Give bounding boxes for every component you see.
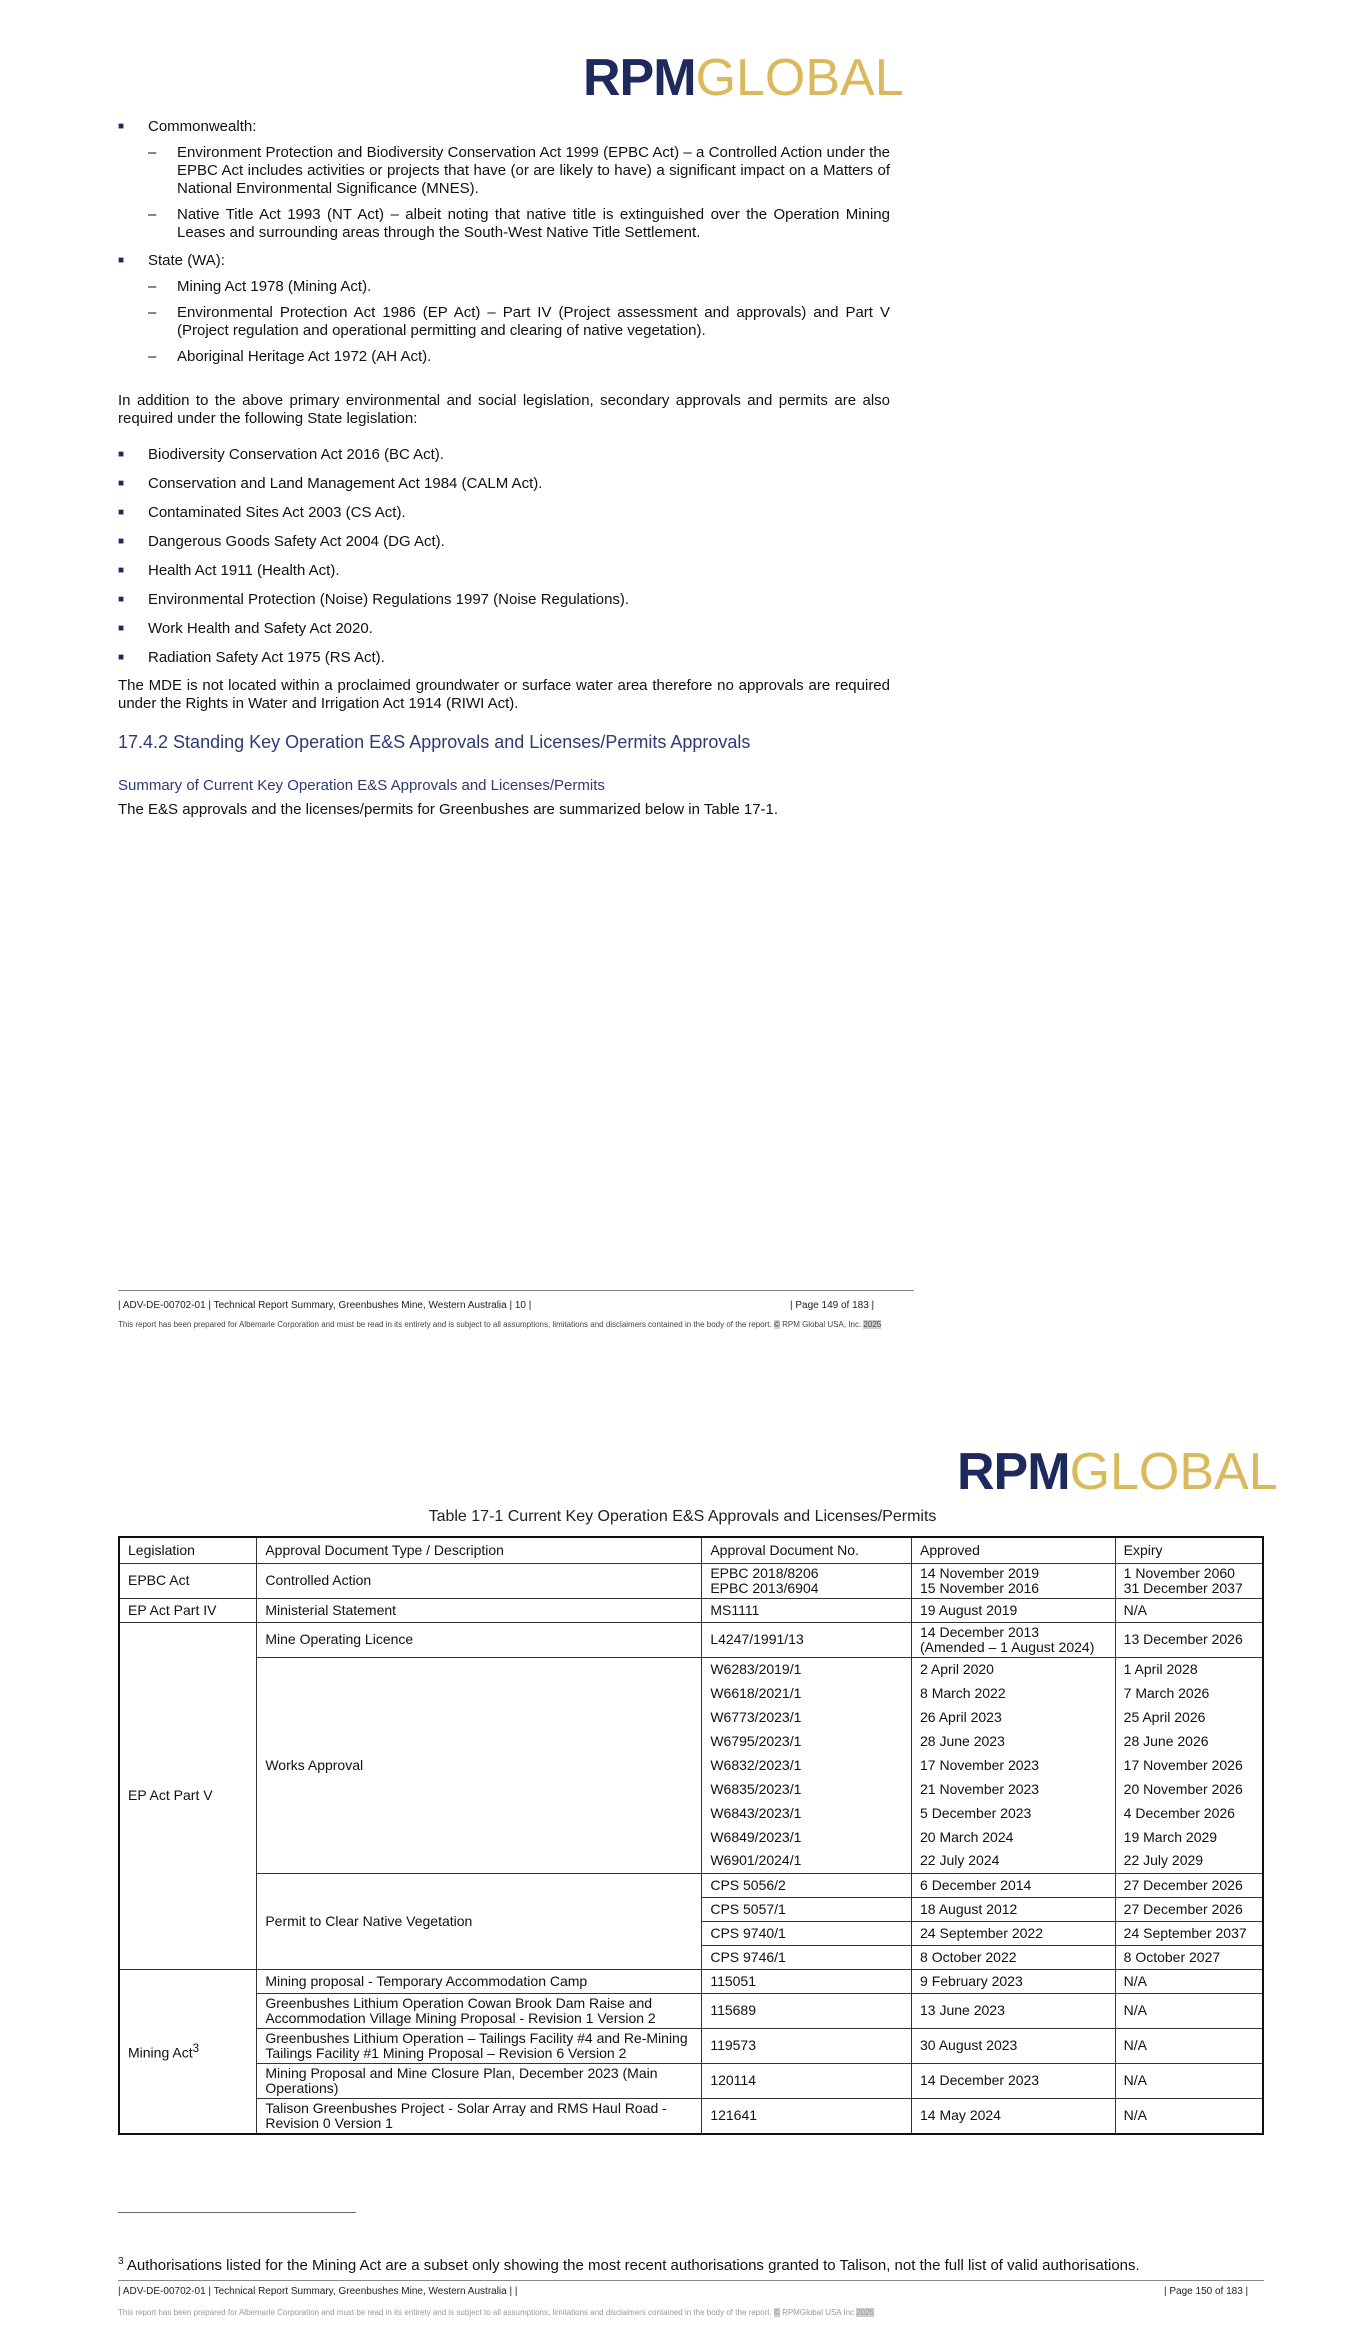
list-item: ■ Health Act 1911 (Health Act). — [118, 562, 340, 579]
cell-approved: 14 November 2019 15 November 2016 — [912, 1563, 1116, 1598]
table-row — [119, 2098, 1263, 2134]
cell-legislation: Mining Act$^3$ — [119, 1969, 257, 2134]
cell-expiry: N/A — [1115, 2098, 1263, 2134]
header-legislation: Legislation — [119, 1537, 257, 1563]
cell-expiry: 22 July 2029 — [1115, 1849, 1263, 1873]
cell-approved: 14 May 2024 — [912, 2098, 1116, 2134]
square-bullet-icon: ■ — [118, 565, 125, 576]
square-bullet-icon: ■ — [118, 449, 125, 460]
cell-expiry: N/A — [1115, 1969, 1263, 1993]
sub-item: – Native Title Act 1993 (NT Act) – albeit noting that native title is extinguished over the Operation Mining Leases and surrounding areas through the South-West Native Title Settlement. — [148, 206, 890, 241]
cell-doc-no: CPS 9740/1 — [702, 1921, 912, 1945]
square-bullet-icon: ■ — [118, 536, 125, 547]
cell-approved: 14 December 2023 — [912, 2063, 1116, 2098]
cell-doc-no: W6843/2023/1 — [702, 1801, 912, 1825]
cell-type: Controlled Action — [257, 1563, 702, 1598]
dash-icon: – — [148, 206, 157, 223]
list-item: ■ Conservation and Land Management Act 1984 (CALM Act). — [118, 475, 543, 492]
cell-approved: 28 June 2023 — [912, 1729, 1116, 1753]
cell-approved: 5 December 2023 — [912, 1801, 1116, 1825]
list-item: ■ Dangerous Goods Safety Act 2004 (DG Act). — [118, 533, 445, 550]
paragraph-secondary-approvals: In addition to the above primary environmental and social legislation, secondary approvals and permits are also required under the following State legislation: — [118, 392, 890, 427]
sub-item: – Aboriginal Heritage Act 1972 (AH Act). — [148, 348, 432, 365]
cell-type: Mining Proposal and Mine Closure Plan, December 2023 (Main Operations) — [257, 2063, 702, 2098]
subsection-heading: Summary of Current Key Operation E&S Approvals and Licenses/Permits — [118, 777, 605, 794]
cell-doc-no: 115051 — [702, 1969, 912, 1993]
cell-type: Greenbushes Lithium Operation Cowan Brook Dam Raise and Accommodation Village Mining Proposal - Revision 1 Version 2 — [257, 1993, 702, 2028]
cell-doc-no: 120114 — [702, 2063, 912, 2098]
table-row — [119, 1598, 1263, 1622]
cell-approved: 8 October 2022 — [912, 1945, 1116, 1969]
page1-body — [118, 118, 890, 819]
sub-item: – Environment Protection and Biodiversity Conservation Act 1999 (EPBC Act) – a Controlled Action under the EPBC Act includes activities or projects that have (or are likely to have) a significant impact on a Matters of National Environmental Significance (MNES). — [148, 144, 890, 197]
square-bullet-icon: ■ — [118, 507, 125, 518]
cell-expiry: 1 November 2060 31 December 2037 — [1115, 1563, 1263, 1598]
footer-page-number: | Page 150 of 183 | — [1164, 2286, 1249, 2297]
cell-approved: 8 March 2022 — [912, 1681, 1116, 1705]
dash-icon: – — [148, 348, 157, 365]
footer-divider — [118, 2280, 1264, 2281]
footnote: $^3$ Authorisations listed for the Mining Act are a subset only showing the most recent authorisations granted to Talison, not the full list of valid authorisations. — [118, 2256, 1140, 2274]
sub-item: – Environmental Protection Act 1986 (EP Act) – Part IV (Project assessment and approvals) and Part V (Project regulation and operational permitting and clearing of native vegetation). — [148, 304, 890, 339]
footer-left: | ADV-DE-00702-01 | Technical Report Summary, Greenbushes Mine, Western Australia | | — [118, 2286, 518, 2297]
square-bullet-icon: ■ — [118, 121, 125, 132]
list-item: ■ Contaminated Sites Act 2003 (CS Act). — [118, 504, 406, 521]
cell-doc-no: W6849/2023/1 — [702, 1825, 912, 1849]
list-item: ■ Work Health and Safety Act 2020. — [118, 620, 373, 637]
square-bullet-icon: ■ — [118, 652, 125, 663]
cell-type: Ministerial Statement — [257, 1598, 702, 1622]
cell-expiry: 28 June 2026 — [1115, 1729, 1263, 1753]
cell-doc-no: 121641 — [702, 2098, 912, 2134]
footer-left: | ADV-DE-00702-01 | Technical Report Summary, Greenbushes Mine, Western Australia | 10 | — [118, 1300, 532, 1311]
table-row — [119, 2063, 1263, 2098]
cell-expiry: 1 April 2028 — [1115, 1657, 1263, 1681]
cell-expiry: 17 November 2026 — [1115, 1753, 1263, 1777]
header-type: Approval Document Type / Description — [257, 1537, 702, 1563]
table-title: Table 17-1 Current Key Operation E&S Approvals and Licenses/Permits — [428, 1508, 937, 1525]
cell-expiry: N/A — [1115, 2028, 1263, 2063]
cell-approved: 13 June 2023 — [912, 1993, 1116, 2028]
cell-approved: 24 September 2022 — [912, 1921, 1116, 1945]
cell-expiry: 27 December 2026 — [1115, 1873, 1263, 1897]
table-row — [119, 1657, 1263, 1681]
cell-expiry: 8 October 2027 — [1115, 1945, 1263, 1969]
cell-legislation: EP Act Part V — [119, 1622, 257, 1969]
list-item: ■ Biodiversity Conservation Act 2016 (BC Act). — [118, 446, 444, 463]
cell-doc-no: 115689 — [702, 1993, 912, 2028]
cell-expiry: N/A — [1115, 1598, 1263, 1622]
cell-approved: 6 December 2014 — [912, 1873, 1116, 1897]
cell-approved: 30 August 2023 — [912, 2028, 1116, 2063]
cell-doc-no: MS1111 — [702, 1598, 912, 1622]
table-row — [119, 1622, 1263, 1657]
dash-icon: – — [148, 304, 157, 321]
cell-expiry: 4 December 2026 — [1115, 1801, 1263, 1825]
dash-icon: – — [148, 144, 157, 161]
cell-type: Mining proposal - Temporary Accommodation Camp — [257, 1969, 702, 1993]
cell-approved: 26 April 2023 — [912, 1705, 1116, 1729]
cell-doc-no: W6773/2023/1 — [702, 1705, 912, 1729]
cell-doc-no: W6283/2019/1 — [702, 1657, 912, 1681]
approvals-table — [118, 1536, 1264, 2135]
footer-disclaimer: This report has been prepared for Albemarle Corporation and must be read in its entirety and is subject to all assumptions, limitations and disclaimers contained in the body of the report. © RPMGlobal USA Inc 2025 — [118, 2308, 875, 2317]
cell-approved: 2 April 2020 — [912, 1657, 1116, 1681]
bullet-state-wa: ■ State (WA): — [118, 252, 225, 269]
table-header-row — [119, 1537, 1263, 1563]
cell-approved: 20 March 2024 — [912, 1825, 1116, 1849]
cell-doc-no: EPBC 2018/8206 EPBC 2013/6904 — [702, 1563, 912, 1598]
cell-legislation: EPBC Act — [119, 1563, 257, 1598]
footer-divider — [118, 1290, 914, 1291]
cell-expiry: 24 September 2037 — [1115, 1921, 1263, 1945]
footer-page-number: | Page 149 of 183 | — [790, 1300, 875, 1311]
cell-doc-no: 119573 — [702, 2028, 912, 2063]
header-expiry: Expiry — [1115, 1537, 1263, 1563]
cell-doc-no: W6618/2021/1 — [702, 1681, 912, 1705]
cell-expiry: N/A — [1115, 2063, 1263, 2098]
rpmglobal-logo: RPMGLOBAL — [957, 1443, 1278, 1501]
cell-doc-no: W6901/2024/1 — [702, 1849, 912, 1873]
cell-expiry: 7 March 2026 — [1115, 1681, 1263, 1705]
cell-type: Talison Greenbushes Project - Solar Array and RMS Haul Road - Revision 0 Version 1 — [257, 2098, 702, 2134]
cell-approved: 19 August 2019 — [912, 1598, 1116, 1622]
table-row — [119, 2028, 1263, 2063]
cell-approved: 9 February 2023 — [912, 1969, 1116, 1993]
section-heading-17-4-2: 17.4.2 Standing Key Operation E&S Approvals and Licenses/Permits Approvals — [118, 732, 751, 752]
square-bullet-icon: ■ — [118, 255, 125, 266]
cell-expiry: 27 December 2026 — [1115, 1897, 1263, 1921]
cell-doc-no: W6835/2023/1 — [702, 1777, 912, 1801]
paragraph-table-ref: The E&S approvals and the licenses/permits for Greenbushes are summarized below in Table 17-1. — [118, 801, 779, 818]
cell-approved: 21 November 2023 — [912, 1777, 1116, 1801]
cell-doc-no: CPS 9746/1 — [702, 1945, 912, 1969]
footer-disclaimer: This report has been prepared for Albemarle Corporation and must be read in its entirety and is subject to all assumptions, limitations and disclaimers contained in the body of the report. © RPM Global USA, Inc. 2025 — [118, 1320, 882, 1329]
cell-doc-no: L4247/1991/13 — [702, 1622, 912, 1657]
cell-type: Mine Operating Licence — [257, 1622, 702, 1657]
cell-type: Works Approval — [257, 1657, 702, 1873]
table-row — [119, 1873, 1263, 1897]
cell-expiry: N/A — [1115, 1993, 1263, 2028]
table-row — [119, 1969, 1263, 1993]
cell-expiry: 13 December 2026 — [1115, 1622, 1263, 1657]
list-item: ■ Radiation Safety Act 1975 (RS Act). — [118, 649, 385, 666]
cell-legislation: EP Act Part IV — [119, 1598, 257, 1622]
cell-approved: 18 August 2012 — [912, 1897, 1116, 1921]
square-bullet-icon: ■ — [118, 594, 125, 605]
cell-expiry: 19 March 2029 — [1115, 1825, 1263, 1849]
footnote-divider — [118, 2212, 356, 2213]
square-bullet-icon: ■ — [118, 623, 125, 634]
header-doc-no: Approval Document No. — [702, 1537, 912, 1563]
list-item: ■ Environmental Protection (Noise) Regulations 1997 (Noise Regulations). — [118, 591, 630, 608]
table-row — [119, 1563, 1263, 1598]
cell-type: Permit to Clear Native Vegetation — [257, 1873, 702, 1969]
cell-approved: 22 July 2024 — [912, 1849, 1116, 1873]
square-bullet-icon: ■ — [118, 478, 125, 489]
cell-doc-no: CPS 5057/1 — [702, 1897, 912, 1921]
dash-icon: – — [148, 278, 157, 295]
cell-approved: 14 December 2013 (Amended – 1 August 2024) — [912, 1622, 1116, 1657]
table-row — [119, 1993, 1263, 2028]
cell-doc-no: CPS 5056/2 — [702, 1873, 912, 1897]
cell-expiry: 20 November 2026 — [1115, 1777, 1263, 1801]
cell-expiry: 25 April 2026 — [1115, 1705, 1263, 1729]
header-approved: Approved — [912, 1537, 1116, 1563]
cell-type: Greenbushes Lithium Operation – Tailings Facility #4 and Re-Mining Tailings Facility #1 Mining Proposal – Revision 6 Version 2 — [257, 2028, 702, 2063]
cell-approved: 17 November 2023 — [912, 1753, 1116, 1777]
cell-doc-no: W6795/2023/1 — [702, 1729, 912, 1753]
bullet-commonwealth: ■ Commonwealth: — [118, 118, 257, 135]
sub-item: – Mining Act 1978 (Mining Act). — [148, 278, 372, 295]
cell-doc-no: W6832/2023/1 — [702, 1753, 912, 1777]
rpmglobal-logo: RPMGLOBAL — [583, 49, 904, 107]
paragraph-riwi: The MDE is not located within a proclaimed groundwater or surface water area therefore no approvals are required under the Rights in Water and Irrigation Act 1914 (RIWI Act). — [118, 677, 890, 712]
page-150 — [0, 1380, 1365, 2330]
